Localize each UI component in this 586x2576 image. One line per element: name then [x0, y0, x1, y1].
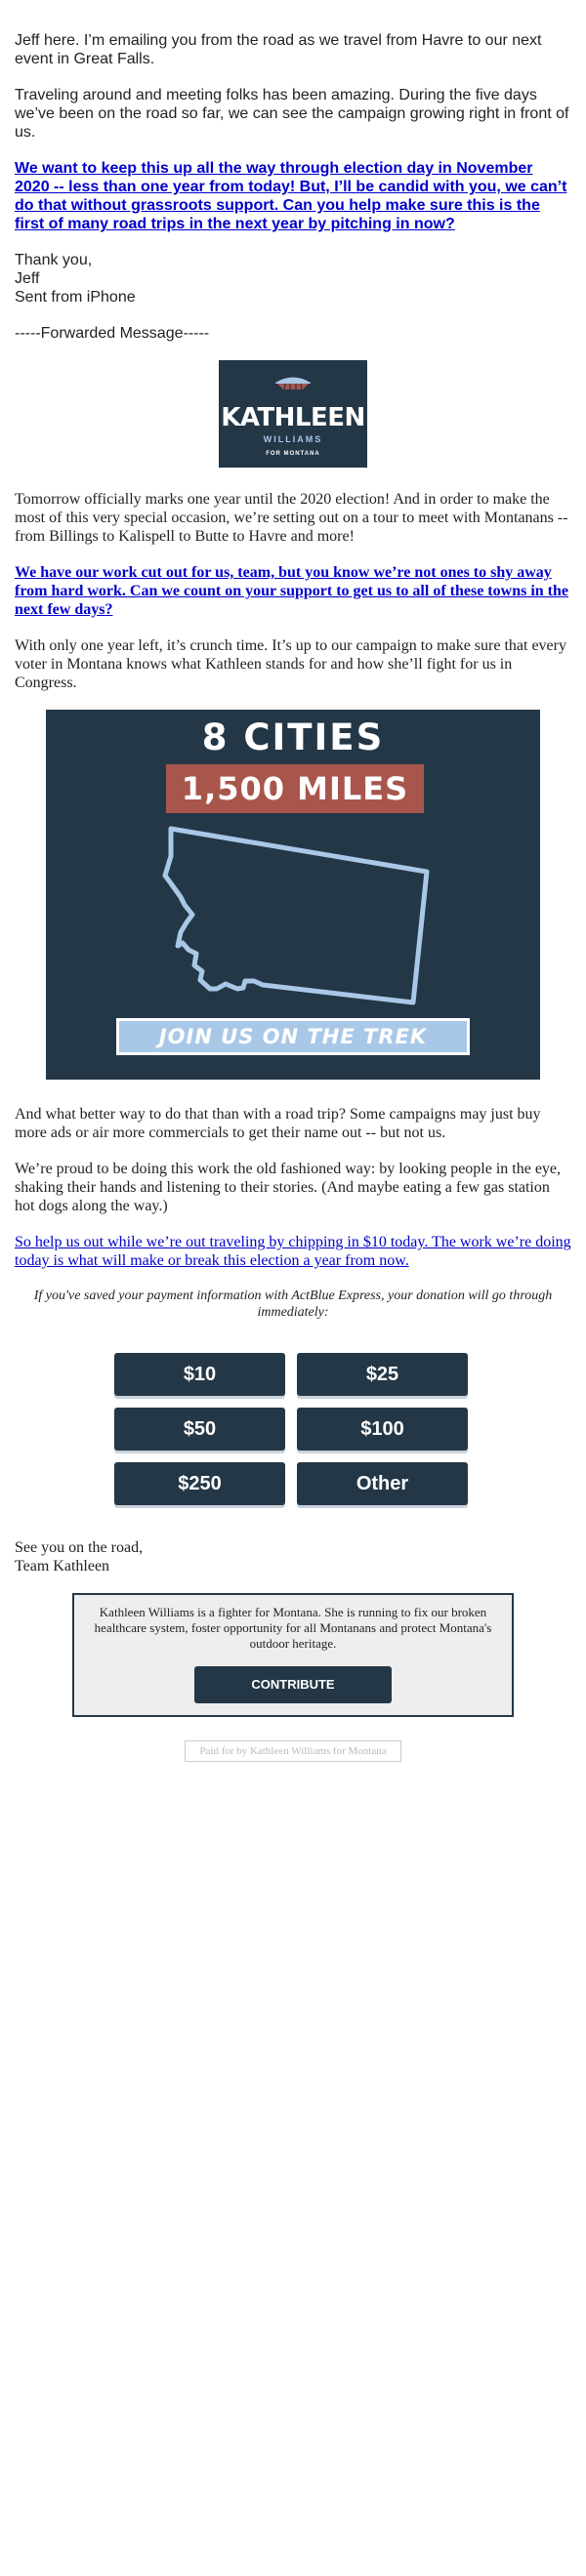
- banner-miles: 1,500 MILES: [166, 764, 424, 813]
- logo-name: KATHLEEN: [221, 403, 365, 432]
- campaign-logo: [219, 360, 367, 468]
- signer-name: Jeff: [15, 270, 40, 287]
- intro-paragraph-2: Traveling around and meeting folks has been amazing. During the five days we’ve been on the road so far, we can see the campaign growing right in front of us.: [15, 87, 569, 141]
- email-body: [15, 0, 571, 1762]
- donate-25-button[interactable]: $25: [297, 1353, 468, 1396]
- actblue-express-note: If you've saved your payment information with ActBlue Express, your donation will go through immediately:: [33, 1288, 553, 1320]
- signoff-block: [15, 1538, 571, 1575]
- road-trip-paragraph: And what better way to do that than with a road trip? Some campaigns may just buy more ads or air more commercials to get their name out -- but not us.: [15, 1106, 541, 1141]
- donate-250-button[interactable]: $250: [114, 1462, 285, 1505]
- logo-surname: WILLIAMS: [263, 434, 323, 444]
- signature-block: [15, 251, 571, 307]
- donate-100-button[interactable]: $100: [297, 1408, 468, 1451]
- tour-paragraph: Tomorrow officially marks one year until the 2020 election! And in order to make the most of this very special occasion, we’re setting out on a tour to meet with Montanans -- from Billings to Kalispell to Butte to Havre and more!: [15, 491, 568, 545]
- donate-50-button[interactable]: $50: [114, 1408, 285, 1451]
- mountain-sunrise-icon: [273, 374, 313, 389]
- contribute-button[interactable]: CONTRIBUTE: [194, 1666, 392, 1703]
- footer-blurb: Kathleen Williams is a fighter for Montana. She is running to fix our broken healthcare system, foster opportunity for all Montanans and protect Montana's outdoor heritage.: [94, 1605, 492, 1651]
- donate-link-1[interactable]: We want to keep this up all the way through election day in November 2020 -- less than one year from today! But, I’ll be candid with you, we can’t do that without grassroots support. Can you help make sure this is the first of many road trips in the next year by pitching in now?: [15, 160, 567, 232]
- paid-for-disclaimer: Paid for by Kathleen Williams for Montana: [185, 1740, 401, 1762]
- donation-button-grid: [114, 1353, 472, 1505]
- banner-cities: 8 CITIES: [201, 716, 385, 758]
- footer-box: [72, 1593, 514, 1717]
- donate-link-3[interactable]: So help us out while we’re out traveling by chipping in $10 today. The work we’re doing today is what will make or break this election a year from now.: [15, 1234, 571, 1269]
- join-trek-banner-button[interactable]: JOIN US ON THE TREK: [116, 1018, 470, 1055]
- donate-link-2[interactable]: We have our work cut out for us, team, but you know we’re not ones to shy away from hard work. Can we count on your support to get us to all of these towns in the next few days?: [15, 564, 568, 618]
- donate-other-button[interactable]: Other: [297, 1462, 468, 1505]
- crunch-paragraph: With only one year left, it’s crunch time. It’s up to our campaign to make sure that every voter in Montana knows what Kathleen stands for and how she’ll fight for us in Congress.: [15, 637, 566, 691]
- forwarded-divider: -----Forwarded Message-----: [15, 325, 210, 342]
- logo-tagline: FOR MONTANA: [266, 451, 320, 457]
- thanks-text: Thank you,: [15, 252, 93, 268]
- intro-paragraph-1: Jeff here. I’m emailing you from the road as we travel from Havre to our next event in Great Falls.: [15, 32, 542, 67]
- signoff-team: Team Kathleen: [15, 1558, 110, 1574]
- old-fashioned-paragraph: We’re proud to be doing this work the old fashioned way: by looking people in the eye, shaking their hands and listening to their stories. (And maybe eating a few gas station hot dogs along the way.): [15, 1161, 562, 1214]
- signoff-line: See you on the road,: [15, 1539, 144, 1556]
- donate-10-button[interactable]: $10: [114, 1353, 285, 1396]
- sent-from-text: Sent from iPhone: [15, 289, 136, 306]
- road-trip-banner[interactable]: [46, 710, 540, 1080]
